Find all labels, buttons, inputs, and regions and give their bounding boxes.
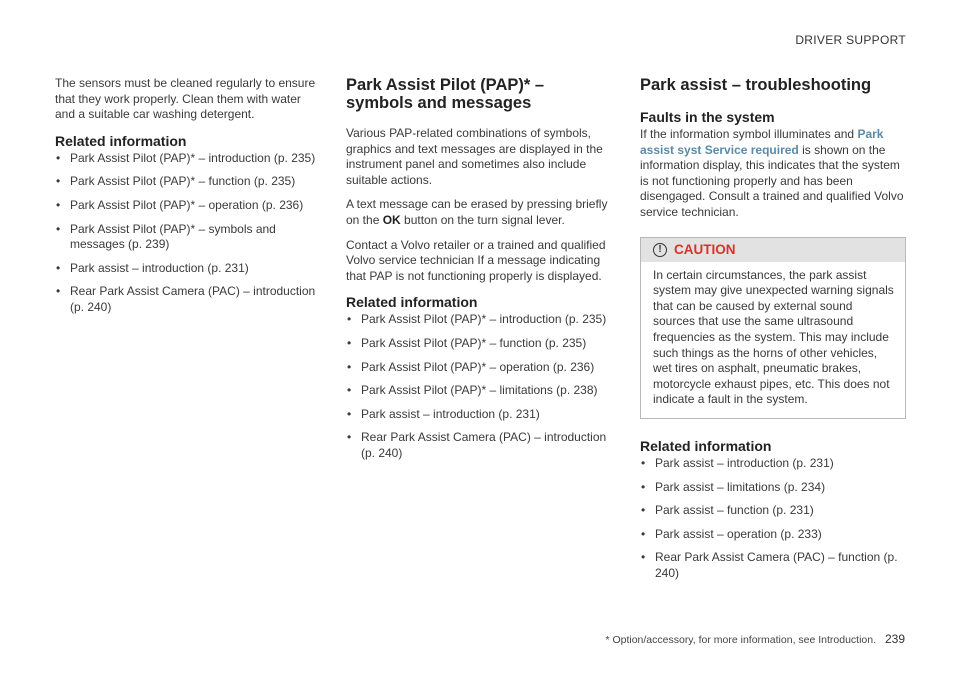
related-link[interactable]: • Park assist – introduction (p. 231)	[641, 455, 834, 470]
bullet-icon: •	[347, 430, 352, 445]
page-footer	[605, 632, 905, 646]
bullet-icon: •	[641, 550, 646, 565]
related-link[interactable]: • Park Assist Pilot (PAP)* – symbols and messages (p. 239)	[56, 221, 276, 252]
bullet-icon: •	[641, 526, 646, 541]
bullet-icon: •	[347, 406, 352, 421]
contact-retailer-text: Contact a Volvo retailer or a trained and qualified Volvo service technician If a message indicating that PAP is not functioning properly is displayed.	[346, 237, 606, 283]
bullet-icon: •	[641, 503, 646, 518]
page-header-section: DRIVER SUPPORT	[795, 33, 906, 47]
bullet-icon: •	[347, 359, 352, 374]
related-link[interactable]: • Park assist – operation (p. 233)	[641, 526, 822, 541]
related-info-list	[640, 456, 906, 582]
bullet-icon: •	[347, 335, 352, 350]
caution-box	[640, 237, 906, 419]
bullet-icon: •	[56, 260, 61, 275]
page-number: 239	[884, 632, 905, 646]
bullet-icon: •	[347, 312, 352, 327]
faults-text: If the information symbol illuminates and Park assist syst Service required is shown on the information display, this indicates that the system is not functioning properly and has been disengaged. Consult a trained and qualified Volvo service technician.	[640, 127, 904, 219]
column-3	[640, 76, 906, 589]
related-info-list	[55, 151, 320, 316]
sensor-cleaning-text: The sensors must be cleaned regularly to ensure that they work properly. Clean them with water and a suitable car washing detergent.	[55, 76, 316, 122]
related-link[interactable]: • Park Assist Pilot (PAP)* – limitations (p. 238)	[347, 383, 598, 398]
related-link[interactable]: • Rear Park Assist Camera (PAC) – introduction (p. 240)	[347, 430, 607, 460]
bullet-icon: •	[56, 284, 61, 299]
section-title-troubleshooting: Park assist – troubleshooting	[640, 76, 872, 94]
related-link[interactable]: • Park assist – introduction (p. 231)	[347, 406, 540, 421]
related-link[interactable]: • Rear Park Assist Camera (PAC) – function (p. 240)	[641, 550, 898, 580]
related-link[interactable]: • Park Assist Pilot (PAP)* – operation (p. 236)	[347, 359, 595, 374]
pap-messages-text: Various PAP-related combinations of symbols, graphics and text messages are displayed in the instrument panel and sometimes also include suitable actions.	[346, 126, 603, 187]
related-info-heading: Related information	[346, 294, 478, 311]
caution-text: In certain circumstances, the park assist system may give unexpected warning signals that can be caused by external sound sources that use the same ultrasound frequencies as the system. This may include such things as the horns of other vehicles, wet tires on asphalt, pneumatic brakes, motorcycle exhaust pipes, etc. This does not indicate a fault in the system.	[653, 267, 894, 407]
related-link[interactable]: • Rear Park Assist Camera (PAC) – introduction (p. 240)	[56, 284, 316, 314]
ok-button-label: OK	[382, 212, 401, 227]
bullet-icon: •	[56, 150, 61, 165]
related-link[interactable]: • Park Assist Pilot (PAP)* – function (p. 235)	[56, 174, 296, 189]
related-link[interactable]: • Park Assist Pilot (PAP)* – operation (p. 236)	[56, 197, 304, 212]
bullet-icon: •	[56, 174, 61, 189]
related-link[interactable]: • Park Assist Pilot (PAP)* – function (p. 235)	[347, 335, 587, 350]
faults-heading: Faults in the system	[640, 109, 775, 125]
caution-label: CAUTION	[674, 241, 736, 257]
bullet-icon: •	[641, 479, 646, 494]
related-link[interactable]: • Park Assist Pilot (PAP)* – introduction (p. 235)	[56, 150, 316, 165]
bullet-icon: •	[56, 221, 61, 236]
related-link[interactable]: • Park assist – function (p. 231)	[641, 503, 814, 518]
caution-header	[641, 238, 905, 262]
column-2	[346, 76, 611, 470]
warning-icon: !	[653, 243, 667, 257]
erase-message-text: A text message can be erased by pressing briefly on the OK button on the turn signal lever.	[346, 197, 608, 227]
related-link[interactable]: • Park Assist Pilot (PAP)* – introduction (p. 235)	[347, 312, 607, 327]
display-message-text: Park assist syst Service required	[640, 127, 884, 157]
related-info-heading: Related information	[640, 437, 772, 454]
related-link[interactable]: • Park assist – introduction (p. 231)	[56, 260, 249, 275]
related-link[interactable]: • Park assist – limitations (p. 234)	[641, 479, 826, 494]
section-title-pap-symbols: Park Assist Pilot (PAP)* – symbols and messages	[346, 76, 545, 112]
bullet-icon: •	[641, 455, 646, 470]
column-1	[55, 76, 320, 324]
bullet-icon: •	[56, 197, 61, 212]
bullet-icon: •	[347, 383, 352, 398]
footnote-text: * Option/accessory, for more information, see Introduction.	[605, 634, 877, 646]
related-info-heading: Related information	[55, 132, 187, 149]
related-info-list	[346, 312, 611, 461]
